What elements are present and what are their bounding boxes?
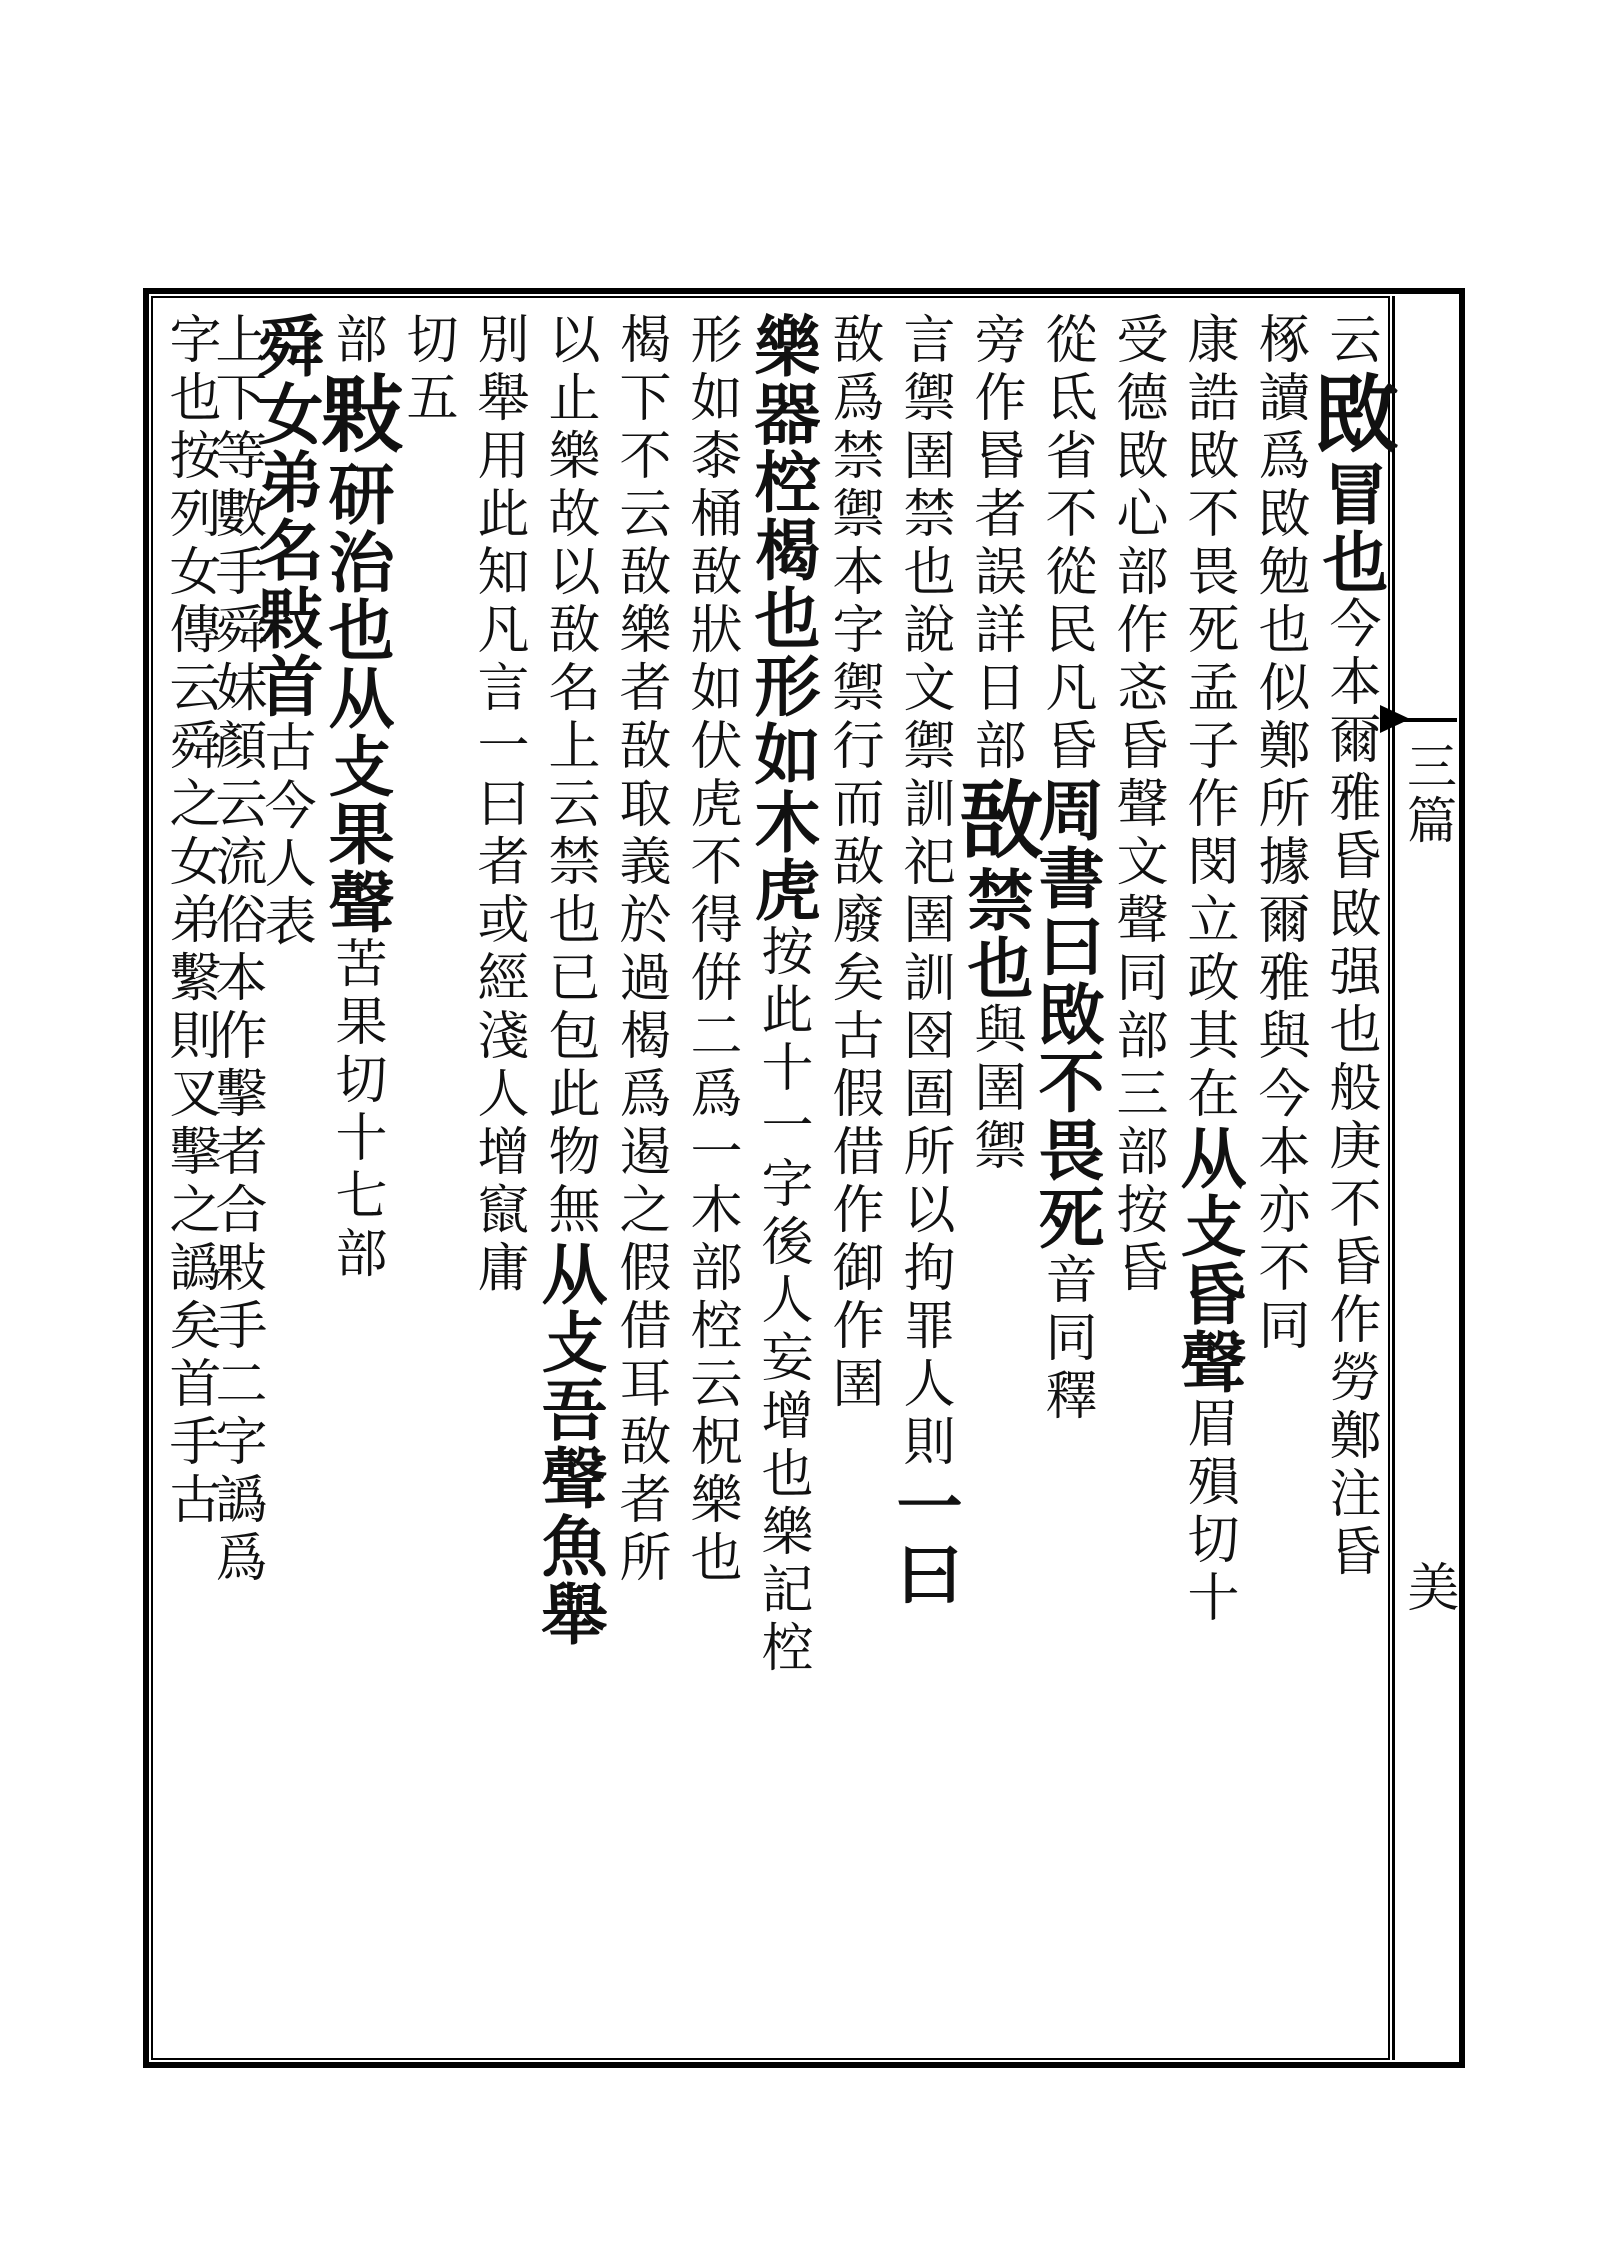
- column-text: 椓: [1249, 312, 1309, 370]
- entry-definition: 冒也: [1311, 460, 1389, 596]
- entry-note: 按此十一字後人妄增也樂記椌: [752, 924, 812, 1678]
- entry-note: 三部按昏: [1107, 1066, 1167, 1298]
- column-text: 康誥敃不畏死孟子作閔立政其在: [1178, 312, 1238, 1124]
- column-text: 形如桼桶敔狀如伏虎不得倂二爲一木部椌云柷樂也: [681, 312, 741, 1588]
- column-text: 旁作昬者誤詳日部: [965, 312, 1025, 776]
- entry-note: 今本爾雅昏敃强也般庚不昏作勞鄭注昏: [1320, 596, 1380, 1582]
- text-column: [823, 312, 883, 2054]
- text-column: [468, 312, 528, 2054]
- entry-main-text: 舜女弟名敤首: [246, 312, 324, 720]
- text-column: [681, 312, 741, 2054]
- entry-note: 五: [397, 370, 457, 428]
- text-column: [530, 312, 608, 2054]
- column-text: 敔爲禁禦本字禦行而敔廢矣古假借作御作圉: [823, 312, 883, 1414]
- column-text: 楬下不云敔樂者敔取義於過楬爲遏之假借耳敔者所: [610, 312, 670, 1588]
- text-column: [1249, 312, 1309, 2054]
- entry-note: 庸: [468, 1240, 528, 1298]
- entry-note: 古今人表: [255, 720, 315, 952]
- entry-note: 音同釋: [1036, 1252, 1096, 1426]
- entry-note: 眉殞切十: [1178, 1396, 1238, 1628]
- entry-note: 與圉禦: [965, 1002, 1025, 1176]
- column-text: 云: [1320, 312, 1380, 370]
- column-text: 言禦圉禁也說文禦訓祀圉訓囹圄所以拘罪人則: [894, 312, 954, 1472]
- entry-main-text: 从攴吾聲魚舉: [530, 1240, 608, 1648]
- entry-main-text: 从攴昏聲: [1169, 1124, 1247, 1396]
- text-column: [610, 312, 670, 2054]
- margin-title: 三篇: [1399, 740, 1457, 848]
- entry-definition: 禁也: [956, 866, 1034, 1002]
- entry-main-text: 一曰: [885, 1472, 963, 1608]
- seal-headword: 敔: [946, 776, 1045, 866]
- text-column: [397, 312, 457, 2054]
- text-column: [1169, 312, 1247, 2054]
- seal-headword: 敃: [1301, 370, 1400, 460]
- text-column: [946, 312, 1045, 2054]
- entry-main-text: 周書曰敃不畏死: [1027, 776, 1105, 1252]
- column-text: 部: [326, 312, 386, 370]
- text-column: [885, 312, 963, 2054]
- text-column: [1107, 312, 1167, 2054]
- text-column: [160, 312, 220, 2054]
- column-text: 從氐省不從民凡昏: [1036, 312, 1096, 776]
- text-column: [1027, 312, 1105, 2054]
- column-text: 字也按列女傳云舜之女弟繫則叉擊之譌矣首手古: [160, 312, 220, 1530]
- entry-note: 苦果切十七部: [326, 936, 386, 1284]
- fish-tail-rule: [1392, 718, 1457, 722]
- column-text: 受德敃心部作忞昏聲文聲同部: [1107, 312, 1167, 1066]
- column-text: 上下等數手舜妹顏云流俗本作擊者合敤手二字譌爲: [206, 312, 266, 1588]
- fish-tail-margin: [1392, 296, 1462, 2060]
- column-text: 切: [397, 312, 457, 370]
- text-column: [307, 312, 406, 2054]
- column-text: 以止樂故以敔名上云禁也已包此物無: [539, 312, 599, 1240]
- text-column: [1301, 312, 1400, 2054]
- column-text: 別舉用此知凡言一曰者或經淺人增竄: [468, 312, 528, 1240]
- seal-headword: 敤: [307, 370, 406, 460]
- entry-definition: 研治也从攴果聲: [317, 460, 395, 936]
- text-column: [743, 312, 821, 2054]
- margin-folio: 美: [1398, 1560, 1458, 1612]
- entry-note: 讀爲敃勉也似鄭所據爾雅與今本亦不同: [1249, 370, 1309, 1356]
- entry-main-text: 樂器椌楬也形如木虎: [743, 312, 821, 924]
- text-body: [160, 312, 1400, 2054]
